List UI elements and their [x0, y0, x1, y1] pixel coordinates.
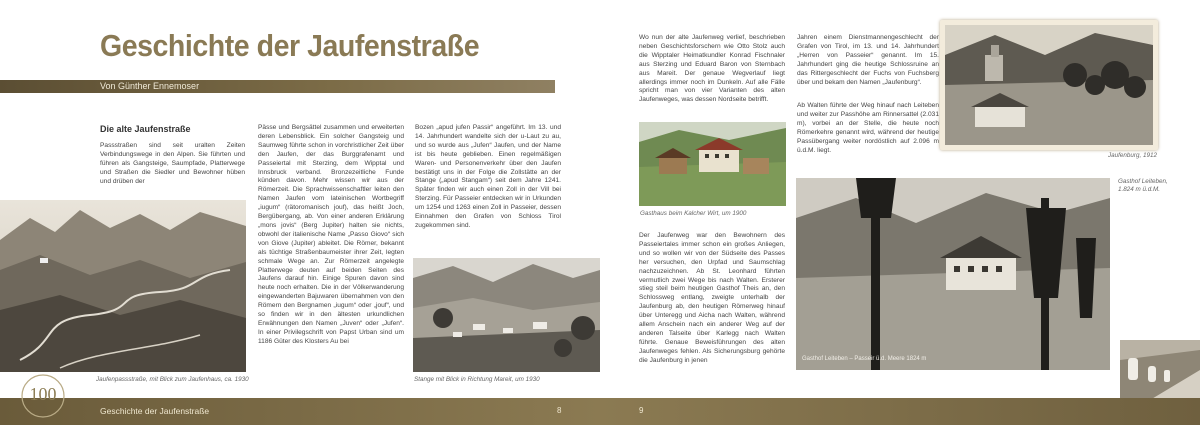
author-band	[0, 80, 555, 93]
logo-text: 100	[29, 384, 57, 404]
column-2-text: Pässe und Bergsättel zusammen und erweiterten deren Lebensblick. Ein solcher Gangsteig und Saumweg führte schon in vorchristlicher Zeit über den Jaufen, der das Burggrafenamt und Passeiertal mit Sterzing, dem Wipptal und Innsbruck verband. Bronzezeitliche Funde künden davon. Mehr wissen wir aus der Römerzeit. Die Sprachwissenschaftler leiten den Namen Jaufen vom lateinischen Wortbegriff „iugum“ (rätoromanisch jouf), das heißt Joch, Bergübergang, ab. Von einer anderen Erklärung „mons jovis“ (Berg Jupiter) halten sie nichts, obwohl der italienische Name „Passo Giovo“ sich von Giove (Jupiter) ableitet. Die Römer, bekannt als tüchtige Straßenbaumeister ihrer Zeit, legten schmale Wege an. Zur Römerzeit angelegte Platterwege deuten auf beiden Seiten des Jaufens darauf hin. Einige Spuren davon sind heute noch erhalten. Die in der Völkerwanderung eingewanderten Bajuwaren übernahmen von den Römern den Bergnamen „iugum“ oder „jouf“, und so finden wir in den ältesten urkundlichen Erwähnungen den Namen „Juven“ oder „Jufen“. In einer Privilegschrift von Papst Urban sind um 1186 Güter des Klosters Au bei	[258, 124, 404, 345]
photo-inscription: Gasthof Leiteben – Passeir ü.d. Meere 1824 m	[802, 356, 927, 362]
column-1-text: Passstraßen sind seit uralten Zeiten Verbindungswege in den Alpen. Sie führten und führen als Gangsteige, Saumpfade, Platterwege und Straßen die Siedler und Bewohner hüben und drüben der	[100, 142, 245, 185]
caption-stange: Stange mit Blick in Richtung Mareit, um 1930	[414, 376, 540, 383]
caption-gasthaus: Gasthaus beim Kalcher Wirt, um 1900	[640, 210, 747, 217]
caption-leiteben-line2: 1.824 m ü.d.M.	[1118, 186, 1160, 193]
author-line: Von Günther Ennemoser	[100, 81, 200, 91]
page-number-right: 9	[639, 406, 644, 415]
column-5-text-bottom: Ab Walten führte der Weg hinauf nach Leiteben und weiter zur Passhöhe am Rinnersattel (2.031 m), vorbei an der Stelle, die heute noch Römerkehre genannt wird, während der heutige Passübergang weiter nordöstlich auf 2.096 m ü.d.M. liegt.	[797, 102, 939, 154]
column-4-text-top: Wo nun der alte Jaufenweg verlief, beschrieben neben Geschichtsforschern wie Otto Stolz auch die Wipptaler Heimatkundler Konrad Fischnaler aus Sterzing und Eduard Baron von Sternbach aus Mareit. Der genaue Wegverlauf liegt allerdings immer noch im Dunkeln. Auf alle Fälle spricht man von vier Varianten des alten Jaufenweges, was dessen Nordseite betrifft.	[639, 34, 785, 104]
anniversary-logo	[14, 372, 72, 420]
photo-passstrasse	[0, 200, 246, 372]
caption-passstrasse: Jaufenpassstraße, mit Blick zum Jaufenhaus, ca. 1930	[96, 376, 249, 383]
photo-roadside	[1120, 340, 1200, 400]
section-heading: Die alte Jaufenstraße	[100, 124, 191, 134]
column-3-text: Bozen „apud jufen Passir“ angeführt. Im 13. und 14. Jahrhundert wandelte sich der u-Laut zu au, und so wurde aus „Jufen“ Jaufen, und der Name ist bis heute geblieben. Einen regelmäßigen Waren- und Personenverkehr über den Jaufen bestätigt uns in der Folge die Zollstätte an der Stange („apud Stangam“) seit dem Jahre 1241. Später finden wir auch einen Zoll in der Vill bei Sterzing. Für Passeier entdecken wir in Urkunden um 1254 und 1263 einen Zoll in Passeier, dessen Einnahmen den Grafen von Schloss Tirol zugekommen sind.	[415, 124, 561, 229]
photo-leiteben	[796, 178, 1110, 370]
photo-gasthaus	[639, 122, 786, 206]
photo-jaufenburg	[940, 20, 1158, 150]
caption-jaufenburg: Jaufenburg, 1912	[1108, 152, 1158, 159]
page-number-left: 8	[557, 406, 562, 415]
page-title: Geschichte der Jaufenstraße	[100, 28, 480, 63]
column-5-text-top: Jahren einem Dienstmannengeschlecht der Grafen von Tirol, im 13. und 14. Jahrhundert „Herren von Passeier“ genannt. Im 15. Jahrhundert ging die heutige Schlossruine an das Rittergeschlecht der Fuchs von Fuchsberg über und bekam den Namen „Jaufenburg“.	[797, 34, 939, 86]
photo-stange	[413, 258, 600, 372]
footer-section-title: Geschichte der Jaufenstraße	[100, 406, 210, 416]
caption-leiteben-line1: Gasthof Leiteben,	[1118, 178, 1168, 185]
column-4-text-bottom: Der Jaufenweg war den Bewohnern des Passeiertales immer schon ein großes Anliegen, und so wollen wir von der Südseite des Passes her versuchen, den Urpfad und Saumschlag nachzuzeichnen. Ab St. Leonhard führten vermutlich zwei Wege bis nach Walten. Ersterer stieg steil beim heutigen Gasthof Theis an, den Schlossweg entlang, zweigte unterhalb der Jaufenburg ab, den heutigen Römerweg hinauf über Unteregg und Aicha nach Walten, während allem Anschein nach ein anderer Weg auf der anderen Talseite über Karlegg nach Walten führte. Genaue Beweisführungen des alten Jaufenweges fehlen. Als Sicherungsburg gehörte die Jaufenburg in jenen	[639, 232, 785, 364]
